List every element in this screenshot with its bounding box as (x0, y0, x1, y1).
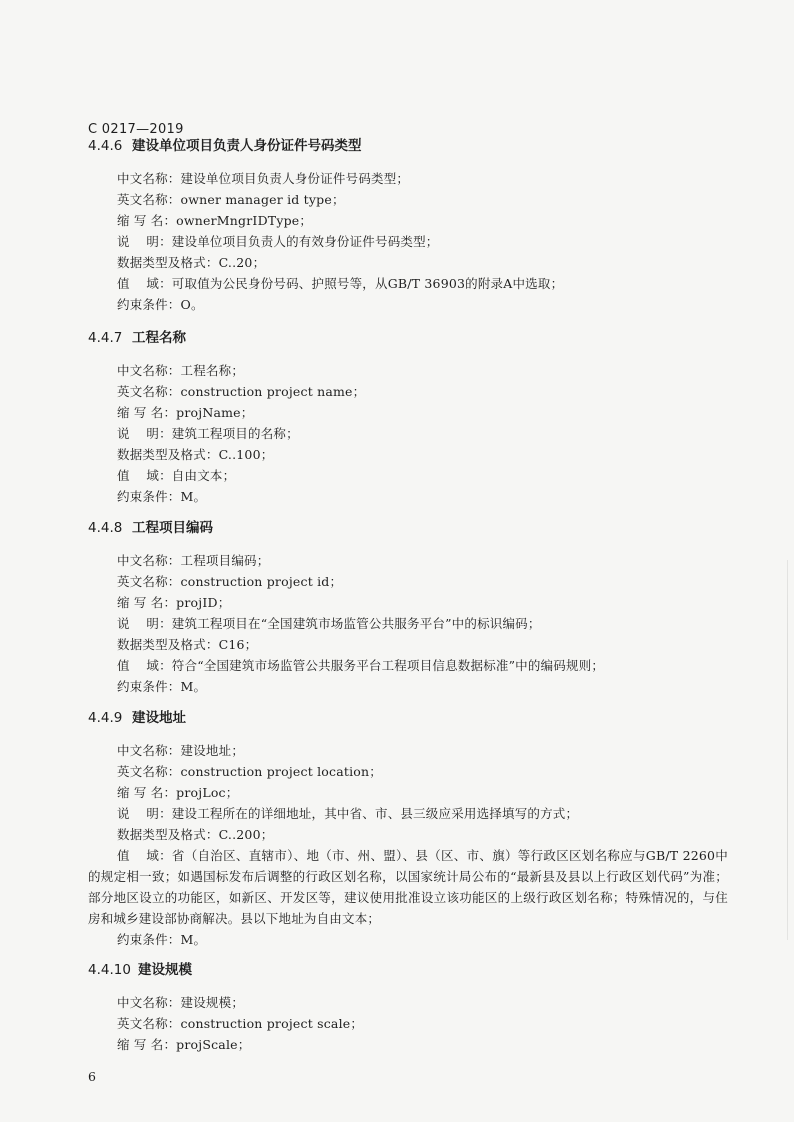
section-number: 4.4.10 (88, 962, 131, 978)
field-value: owner manager id type； (180, 192, 345, 207)
field-label: 英文名称： (117, 1016, 181, 1031)
field-row (88, 992, 728, 1013)
field-label: 数据类型及格式： (117, 255, 219, 270)
field-label: 约束条件： (117, 932, 181, 947)
field-row (88, 550, 728, 571)
field-label: 英文名称： (117, 574, 181, 589)
section-heading (88, 516, 728, 540)
field-row (88, 613, 728, 634)
field-row (88, 803, 728, 824)
scan-edge-line (787, 560, 788, 940)
field-value: 建设规模； (180, 995, 245, 1010)
field-row (88, 1034, 728, 1055)
field-row (88, 210, 728, 231)
section-heading (88, 706, 728, 730)
field-value: 省（自治区、直辖市）、地（市、州、盟）、县（区、市、旗）等行政区区划名称应与GB/T 2260中的规定相一致；如遇国标发布后调整的行政区划名称，以国家统计局公布的“最新县及县以上行政区划代码”为准；部分地区设立的功能区，如新区、开发区等，建议使用批准设立该功能区的上级行政区划名称；特殊情况的，与住房和城乡建设部协商解决。县以下地址为自由文本； (88, 848, 728, 926)
field-label: 中文名称： (117, 995, 181, 1010)
field-value: 建设地址； (180, 743, 245, 758)
field-label: 说 明： (117, 234, 172, 249)
field-value: projName； (176, 405, 254, 420)
section-number: 4.4.6 (88, 138, 123, 154)
field-row (88, 294, 728, 315)
field-label: 缩 写 名： (117, 213, 177, 228)
field-label: 中文名称： (117, 363, 181, 378)
field-label: 说 明： (117, 616, 172, 631)
field-label: 缩 写 名： (117, 595, 177, 610)
field-row (88, 465, 728, 486)
field-value: 自由文本； (171, 468, 236, 483)
field-value: projLoc； (176, 785, 239, 800)
field-value: C..200； (218, 827, 274, 842)
field-row (88, 189, 728, 210)
field-value: 工程项目编码； (180, 553, 270, 568)
field-row (88, 423, 728, 444)
field-row (88, 168, 728, 189)
section-number: 4.4.8 (88, 520, 123, 536)
field-row (88, 571, 728, 592)
field-value: projID； (176, 595, 231, 610)
field-value: 建设工程所在的详细地址，其中省、市、县三级应采用选择填写的方式； (171, 806, 579, 821)
field-label: 中文名称： (117, 553, 181, 568)
section-4-4-7 (88, 326, 728, 507)
field-value: 工程名称； (180, 363, 245, 378)
field-row (88, 761, 728, 782)
page-number: 6 (88, 1069, 96, 1084)
document-code: C 0217—2019 (88, 122, 184, 137)
field-row (88, 929, 728, 950)
section-title: 建设单位项目负责人身份证件号码类型 (132, 138, 362, 154)
section-4-4-10 (88, 958, 728, 1055)
field-value: C16； (218, 637, 258, 652)
section-4-4-8 (88, 516, 728, 697)
field-row-multiline (88, 845, 728, 929)
field-label: 值 域： (117, 848, 172, 863)
field-label: 数据类型及格式： (117, 827, 219, 842)
field-row (88, 592, 728, 613)
field-row (88, 824, 728, 845)
section-4-4-9 (88, 706, 728, 950)
field-label: 值 域： (117, 468, 172, 483)
field-value: 建设单位项目负责人的有效身份证件号码类型； (171, 234, 439, 249)
field-row (88, 231, 728, 252)
field-row (88, 676, 728, 697)
field-value: C..100； (218, 447, 274, 462)
field-value: construction project location； (180, 764, 382, 779)
field-value: construction project id； (180, 574, 343, 589)
field-label: 值 域： (117, 276, 172, 291)
section-heading (88, 134, 728, 158)
field-label: 英文名称： (117, 384, 181, 399)
field-value: 符合“全国建筑市场监管公共服务平台工程项目信息数据标准”中的编码规则； (171, 658, 605, 673)
field-label: 约束条件： (117, 297, 181, 312)
field-label: 中文名称： (117, 171, 181, 186)
field-value: C..20； (218, 255, 266, 270)
section-heading (88, 326, 728, 350)
field-row (88, 486, 728, 507)
field-row (88, 1013, 728, 1034)
field-row (88, 740, 728, 761)
field-label: 英文名称： (117, 192, 181, 207)
field-row (88, 252, 728, 273)
field-value: construction project scale； (180, 1016, 364, 1031)
section-title: 工程名称 (132, 330, 186, 346)
field-label: 约束条件： (117, 679, 181, 694)
field-label: 值 域： (117, 658, 172, 673)
field-row (88, 273, 728, 294)
section-number: 4.4.9 (88, 710, 123, 726)
section-title: 工程项目编码 (132, 520, 213, 536)
field-row (88, 444, 728, 465)
section-number: 4.4.7 (88, 330, 123, 346)
section-title: 建设地址 (132, 710, 186, 726)
field-label: 约束条件： (117, 489, 181, 504)
field-value: M。 (180, 679, 207, 694)
field-value: 建筑工程项目在“全国建筑市场监管公共服务平台”中的标识编码； (171, 616, 541, 631)
field-label: 缩 写 名： (117, 405, 177, 420)
section-heading (88, 958, 728, 982)
field-value: M。 (180, 489, 207, 504)
field-value: projScale； (176, 1037, 251, 1052)
field-row (88, 360, 728, 381)
field-value: 可取值为公民身份号码、护照号等，从GB/T 36903的附录A中选取； (171, 276, 564, 291)
field-row (88, 782, 728, 803)
field-label: 缩 写 名： (117, 1037, 177, 1052)
field-label: 中文名称： (117, 743, 181, 758)
field-row (88, 634, 728, 655)
field-row (88, 655, 728, 676)
field-row (88, 402, 728, 423)
field-value: 建筑工程项目的名称； (171, 426, 299, 441)
section-title: 建设规模 (138, 962, 192, 978)
field-value: 建设单位项目负责人身份证件号码类型； (180, 171, 410, 186)
field-label: 数据类型及格式： (117, 637, 219, 652)
field-label: 数据类型及格式： (117, 447, 219, 462)
field-value: construction project name； (180, 384, 366, 399)
field-value: M。 (180, 932, 207, 947)
field-value: O。 (180, 297, 204, 312)
field-row (88, 381, 728, 402)
field-label: 英文名称： (117, 764, 181, 779)
section-4-4-6 (88, 134, 728, 315)
field-value: ownerMngrIDType； (176, 213, 313, 228)
field-label: 缩 写 名： (117, 785, 177, 800)
field-label: 说 明： (117, 806, 172, 821)
field-label: 说 明： (117, 426, 172, 441)
